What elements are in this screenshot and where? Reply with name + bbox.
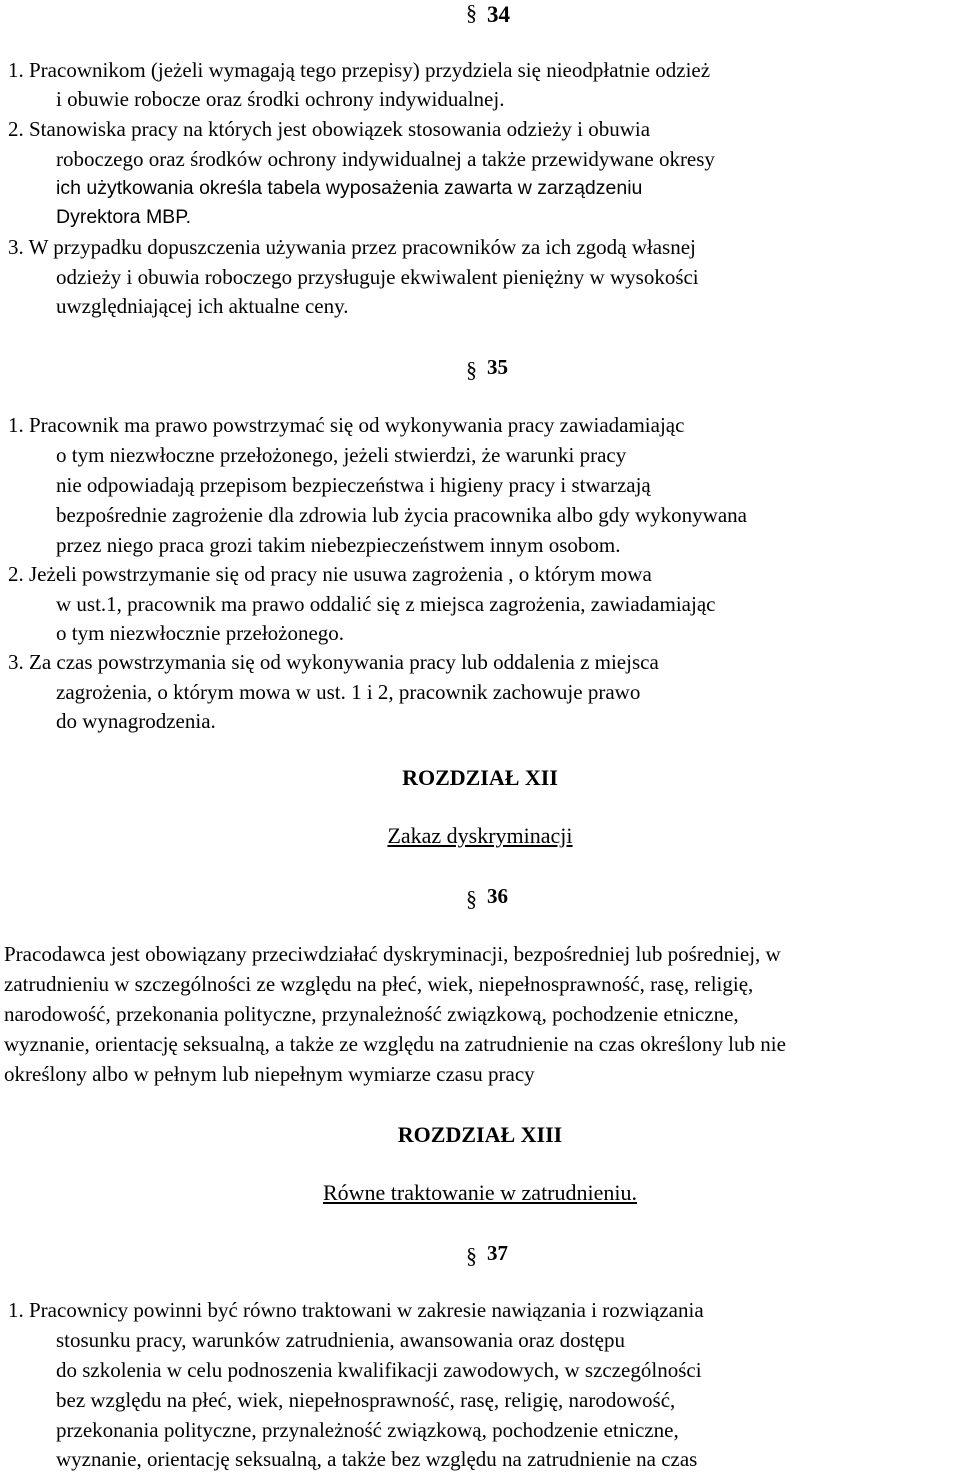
paragraph-line: o tym niezwłoczne przełożonego, jeżeli stwierdzi, że warunki pracy [56, 443, 627, 467]
paragraph-line: wyznanie, orientację seksualną, a także ze względu na zatrudnienie na czas określony lub nie [4, 1032, 786, 1056]
paragraph-line: o tym niezwłocznie przełożonego. [56, 621, 345, 645]
paragraph-line: określony albo w pełnym lub niepełnym wymiarze czasu pracy [4, 1062, 535, 1086]
section-number: 34 [487, 2, 510, 27]
paragraph-line: w ust.1, pracownik ma prawo oddalić się z miejsca zagrożenia, zawiadamiając [56, 592, 716, 616]
paragraph-line: 3. W przypadku dopuszczenia używania przez pracowników za ich zgodą własnej [8, 235, 696, 259]
section-number: 35 [487, 355, 508, 379]
paragraph-line: wyznanie, orientację seksualną, a także bez względu na zatrudnienie na czas [56, 1447, 698, 1471]
paragraph-line: roboczego oraz środków ochrony indywidualnej a także przewidywane okresy [56, 147, 715, 171]
section-sign: § [466, 886, 477, 911]
paragraph-line: przez niego praca grozi takim niebezpieczeństwem innym osobom. [56, 533, 621, 557]
paragraph-line: bezpośrednie zagrożenie dla zdrowia lub życia pracownika albo gdy wykonywana [56, 503, 747, 527]
paragraph-line: 1. Pracownicy powinni być równo traktowani w zakresie nawiązania i rozwiązania [8, 1298, 704, 1322]
section-sign: § [466, 357, 477, 382]
paragraph-line: ich użytkowania określa tabela wyposażenia zawarta w zarządzeniu [56, 177, 643, 199]
paragraph-line: Pracodawca jest obowiązany przeciwdziałać dyskryminacji, bezpośredniej lub pośredniej, w [4, 942, 781, 966]
paragraph-line: 2. Jeżeli powstrzymanie się od pracy nie usuwa zagrożenia , o którym mowa [8, 562, 652, 586]
section-number: 37 [487, 1241, 508, 1265]
chapter-subtitle: Równe traktowanie w zatrudnieniu. [322, 1180, 637, 1205]
chapter-title: ROZDZIAŁ XII [402, 765, 558, 790]
paragraph-line: uwzględniającej ich aktualne ceny. [56, 294, 349, 318]
paragraph-line: 1. Pracownikom (jeżeli wymagają tego przepisy) przydziela się nieodpłatnie odzież [8, 58, 711, 82]
paragraph-line: stosunku pracy, warunków zatrudnienia, awansowania oraz dostępu [56, 1328, 625, 1352]
chapter-title: ROZDZIAŁ XIII [397, 1122, 563, 1147]
paragraph-line: Dyrektora MBP. [56, 206, 192, 228]
section-sign: § [466, 0, 477, 25]
paragraph-line: do wynagrodzenia. [56, 709, 216, 733]
paragraph-line: przekonania polityczne, przynależność związkową, pochodzenie etniczne, [56, 1418, 679, 1442]
chapter-subtitle: Zakaz dyskryminacji [387, 823, 573, 848]
paragraph-line: zatrudnieniu w szczególności ze względu na płeć, wiek, niepełnosprawność, rasę, religię, [4, 972, 754, 996]
paragraph-line: odzieży i obuwia roboczego przysługuje ekwiwalent pieniężny w wysokości [56, 265, 699, 289]
paragraph-line: narodowość, przekonania polityczne, przynależność związkową, pochodzenie etniczne, [4, 1002, 739, 1026]
paragraph-line: zagrożenia, o którym mowa w ust. 1 i 2, pracownik zachowuje prawo [56, 680, 641, 704]
paragraph-line: nie odpowiadają przepisom bezpieczeństwa i higieny pracy i stwarzają [56, 473, 651, 497]
paragraph-line: 1. Pracownik ma prawo powstrzymać się od wykonywania pracy zawiadamiając [8, 413, 685, 437]
paragraph-line: 3. Za czas powstrzymania się od wykonywania pracy lub oddalenia z miejsca [8, 650, 659, 674]
paragraph-line: i obuwie robocze oraz środki ochrony indywidualnej. [56, 87, 505, 111]
paragraph-line: bez względu na płeć, wiek, niepełnosprawność, rasę, religię, narodowość, [56, 1388, 676, 1412]
paragraph-line: 2. Stanowiska pracy na których jest obowiązek stosowania odzieży i obuwia [8, 117, 651, 141]
paragraph-line: do szkolenia w celu podnoszenia kwalifikacji zawodowych, w szczególności [56, 1358, 702, 1382]
section-sign: § [466, 1243, 477, 1268]
section-number: 36 [487, 884, 508, 908]
